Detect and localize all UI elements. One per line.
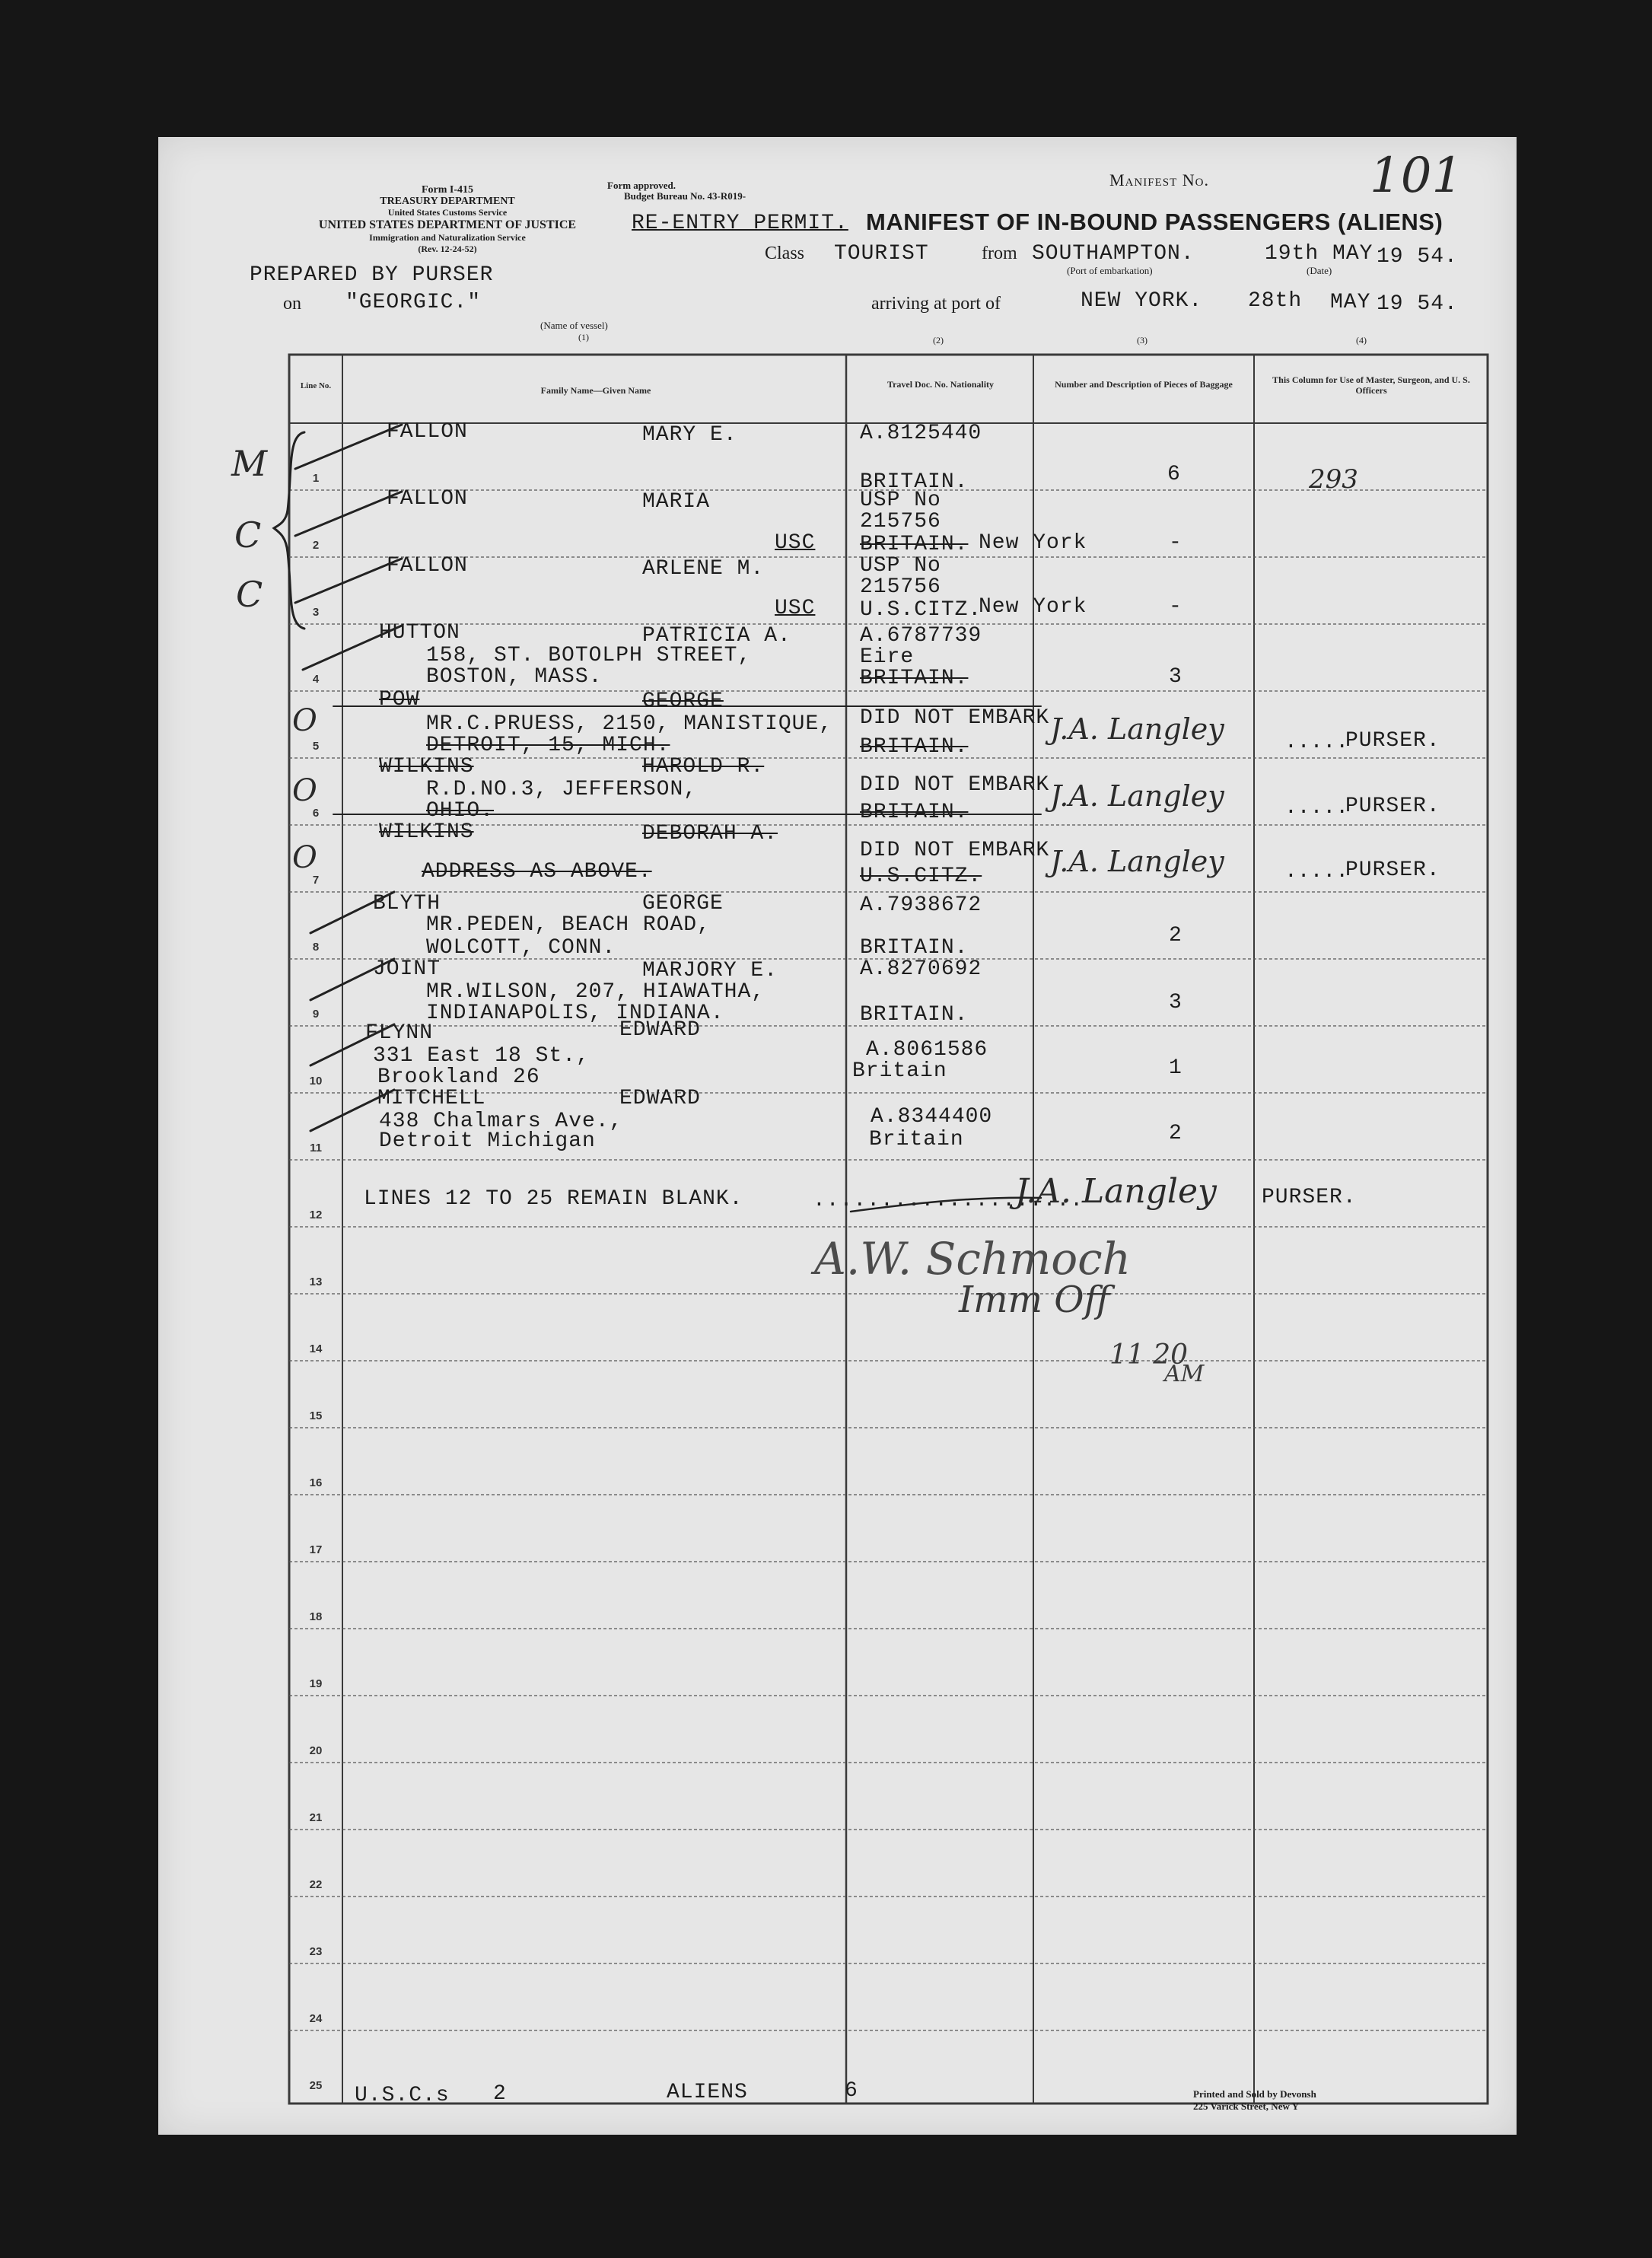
purser-signature-6: J.A. Langley [1050,779,1224,813]
entry-8-doc: A.7938672 [860,893,982,917]
entry-3-doc-line2: 215756 [860,575,941,599]
line-number: 14 [309,1342,323,1355]
class-value: TOURIST [834,242,929,266]
margin-mark-c1: C [234,514,262,556]
tick-11 [310,1090,394,1131]
entry-4-nationality-2: BRITAIN. [860,667,969,690]
entry-4-nationality-1: Eire [860,645,915,669]
entry-2-doc-line1: USP No [860,489,941,512]
col-number-4: (4) [1356,335,1367,346]
ins-service: Immigration and Naturalization Service [369,232,526,243]
entry-11-given: EDWARD [619,1087,701,1110]
footer-aliens-count: 6 [845,2079,858,2103]
inspector-signature: A.W. Schmoch [814,1233,1131,1285]
tick-9 [310,959,394,1000]
entry-2-baggage: - [1169,531,1183,555]
col-number-2: (2) [933,335,944,346]
entry-3-usc: USC [775,597,816,620]
entry-4-address-2: BOSTON, MASS. [426,665,603,689]
line-number: 5 [312,740,320,753]
tick-8 [310,892,394,933]
entry-9-nationality: BRITAIN. [860,1003,969,1027]
entry-7-given: DEBORAH A. [642,822,778,846]
purser-leader-7: ..... [1284,860,1349,884]
line-number: 15 [309,1409,323,1422]
blank-leader-dots: .................... [813,1189,1084,1212]
line-number: 9 [312,1008,320,1021]
pen-strokes [158,137,1517,2135]
entry-7-nationality: U.S.CITZ. [860,865,982,888]
vessel-name: "GEORGIC." [345,291,482,314]
entry-9-doc: A.8270692 [860,957,982,981]
entry-3-given: ARLENE M. [642,557,765,581]
entry-6-address-2: OHIO. [426,799,495,823]
entry-10-doc: A.8061586 [866,1038,988,1062]
line-number: 18 [309,1610,323,1623]
printer-line-1: Printed and Sold by Devonsh [1193,2088,1316,2100]
arrival-year: 19 54. [1377,292,1458,316]
entry-8-baggage: 2 [1169,924,1183,947]
margin-mark-o3: O [292,840,317,875]
entry-3-baggage: - [1169,595,1183,619]
purser-signature-final: J.A. Langley [1015,1172,1217,1211]
embarkation-date: 19th MAY [1265,242,1373,266]
entry-10-address-1: 331 East 18 St., [373,1044,590,1068]
manifest-page [158,137,1517,2135]
entry-1-baggage: 6 [1167,463,1181,486]
line-number: 17 [309,1543,323,1556]
entry-4-doc: A.6787739 [860,624,982,648]
entry-2-usc: USC [775,531,816,555]
entry-7-family: WILKINS [379,820,474,844]
line-number: 11 [310,1142,322,1154]
entry-8-given: GEORGE [642,892,724,916]
entry-5-nationality: BRITAIN. [860,735,969,759]
inspection-ampm: AM [1164,1361,1205,1387]
line-number: 22 [309,1878,323,1891]
line-number: 23 [309,1945,323,1958]
line-number: 4 [312,673,320,686]
line-number: 19 [309,1677,323,1690]
customs-service: United States Customs Service [387,207,508,218]
final-purser: PURSER. [1262,1186,1357,1209]
entry-1-family: FALLON [387,420,468,444]
entry-6-address-1: R.D.NO.3, JEFFERSON, [426,778,698,801]
entry-4-address-1: 158, ST. BOTOLPH STREET, [426,644,752,667]
entry-4-given: PATRICIA A. [642,624,791,648]
line-number: 24 [309,2012,323,2025]
entry-5-family: POW [379,688,420,712]
entry-2-given: MARIA [642,490,711,514]
entry-4-baggage: 3 [1169,665,1183,689]
line-number: 2 [312,539,320,552]
line-number: 21 [309,1811,323,1824]
footer-usc-count: 2 [493,2082,507,2106]
form-number: Form I-415 [421,184,474,196]
entry-6-purser: PURSER. [1345,795,1440,818]
form-approved: Form approved. [607,180,676,191]
entry-1-nationality: BRITAIN. [860,470,969,494]
entry-1-given: MARY E. [642,423,737,447]
arrival-date: 28th [1248,289,1303,313]
inspector-title: Imm Off [959,1279,1110,1321]
arrival-month: MAY [1330,291,1371,314]
justice-dept: UNITED STATES DEPARTMENT OF JUSTICE [318,218,577,231]
entry-5-address-1: MR.C.PRUESS, 2150, MANISTIQUE, [426,712,833,736]
header-travel-doc: Travel Doc. No. Nationality [886,379,995,390]
entry-5-doc: DID NOT EMBARK [860,706,1050,730]
entry-1-doc: A.8125440 [860,422,982,445]
entry-5-address-2: DETROIT, 15, MICH. [426,734,670,757]
entry-9-address-2: INDIANAPOLIS, INDIANA. [426,1002,724,1025]
margin-brace [274,432,304,629]
prepared-by: PREPARED BY PURSER [250,263,494,287]
tick-3 [295,559,402,603]
margin-mark-o2: O [292,773,317,808]
tick-1 [295,425,402,469]
port-of-embarkation: SOUTHAMPTON. [1032,242,1195,266]
entry-6-doc: DID NOT EMBARK [860,773,1050,797]
line-number: 25 [309,2079,323,2092]
entry-4-family: HUTTON [379,621,460,645]
margin-mark-o1: O [292,703,317,738]
entry-1-officer-note: 293 [1309,464,1358,495]
entry-9-baggage: 3 [1169,991,1183,1014]
line-number: 12 [309,1209,323,1221]
line-number: 20 [309,1744,323,1757]
class-label: Class [765,244,805,263]
arrival-port: NEW YORK. [1081,289,1203,313]
treasury-dept: TREASURY DEPARTMENT [380,196,515,207]
entry-9-given: MARJORY E. [642,959,778,983]
line-number: 10 [309,1075,323,1088]
entry-5-given: GEORGE [642,690,724,713]
margin-mark-c2: C [236,574,263,615]
line-number: 3 [312,606,320,619]
date-caption: (Date) [1307,265,1332,276]
entry-10-nationality: Britain [852,1059,947,1083]
entry-7-address-1: ADDRESS AS ABOVE. [422,860,652,884]
remain-blank-note: LINES 12 TO 25 REMAIN BLANK. [364,1187,743,1211]
vessel-caption: (Name of vessel) [540,320,608,331]
line-number: 8 [312,941,320,954]
revision: (Rev. 12-24-52) [418,244,477,254]
col-number-1: (1) [578,332,589,342]
purser-leader-5: ..... [1284,731,1349,754]
entry-8-address-1: MR.PEDEN, BEACH ROAD, [426,913,711,937]
footer-aliens-label: ALIENS [667,2081,748,2104]
footer-usc-label: U.S.C.s [355,2084,450,2107]
signature-underline [851,1198,1041,1212]
entry-7-doc: DID NOT EMBARK [860,839,1050,862]
budget-bureau: Budget Bureau No. 43-R019- [624,190,746,202]
on-label: on [283,294,301,314]
printer-line-2: 225 Varick Street, New Y [1193,2100,1300,2112]
tick-4 [303,626,402,670]
entry-11-address-1: 438 Chalmars Ave., [379,1110,623,1133]
header-name: Family Name—Given Name [540,385,651,396]
entry-9-address-1: MR.WILSON, 207, HIAWATHA, [426,980,766,1004]
line-number: 16 [309,1476,323,1489]
header-officers: This Column for Use of Master, Surgeon, and U. S. Officers [1272,374,1470,396]
entry-11-doc: A.8344400 [871,1105,993,1129]
entry-8-nationality: BRITAIN. [860,936,969,960]
entry-10-address-2: Brookland 26 [377,1065,540,1089]
line-number: 13 [309,1275,323,1288]
entry-5-purser: PURSER. [1345,729,1440,753]
entry-2-nationality: BRITAIN. [860,533,969,556]
entry-6-nationality: BRITAIN. [860,801,969,824]
entry-10-given: EDWARD [619,1018,701,1042]
entry-10-baggage: 1 [1169,1056,1183,1080]
entry-3-destination: New York [979,595,1087,619]
manifest-title: MANIFEST OF IN-BOUND PASSENGERS (ALIENS) [866,209,1444,235]
entry-9-family: JOINT [373,957,441,981]
entry-6-given: HAROLD R. [642,755,765,779]
entry-11-address-2: Detroit Michigan [379,1129,596,1153]
entry-2-family: FALLON [387,487,468,511]
manifest-number: 101 [1370,148,1463,204]
entry-10-family: FLYNN [365,1021,434,1045]
inspection-time: 11 20 [1109,1339,1189,1371]
col-number-3: (3) [1137,335,1147,346]
entry-8-family: BLYTH [373,892,441,916]
embarkation-year: 19 54. [1377,245,1458,269]
margin-mark-m: M [231,443,268,484]
entry-3-family: FALLON [387,554,468,578]
line-number: 7 [312,874,320,887]
entry-3-doc-line1: USP No [860,554,941,578]
entry-8-address-2: WOLCOTT, CONN. [426,936,616,960]
from-label: from [982,244,1017,263]
line-number: 6 [312,807,320,820]
entry-6-family: WILKINS [379,755,474,779]
manifest-no-label: Manifest No. [1109,170,1209,189]
entry-11-nationality: Britain [869,1128,964,1151]
tick-10 [310,1024,394,1065]
entry-7-purser: PURSER. [1345,858,1440,882]
entry-3-nationality: U.S.CITZ. [860,598,982,622]
entry-11-baggage: 2 [1169,1122,1183,1145]
purser-signature-5: J.A. Langley [1050,712,1224,746]
port-caption: (Port of embarkation) [1067,265,1153,276]
tick-2 [295,492,402,536]
header-line-no: Line No. [300,381,332,390]
entry-2-doc-line2: 215756 [860,510,941,533]
header-baggage: Number and Description of Pieces of Baggage [1055,379,1233,390]
entry-2-destination: New York [979,531,1087,555]
entry-11-family: MITCHELL [377,1087,486,1110]
purser-leader-6: ..... [1284,796,1349,820]
purser-signature-7: J.A. Langley [1050,845,1224,878]
arriving-label: arriving at port of [871,294,1001,314]
line-number: 1 [312,472,320,485]
reentry-permit: RE-ENTRY PERMIT. [632,212,848,235]
